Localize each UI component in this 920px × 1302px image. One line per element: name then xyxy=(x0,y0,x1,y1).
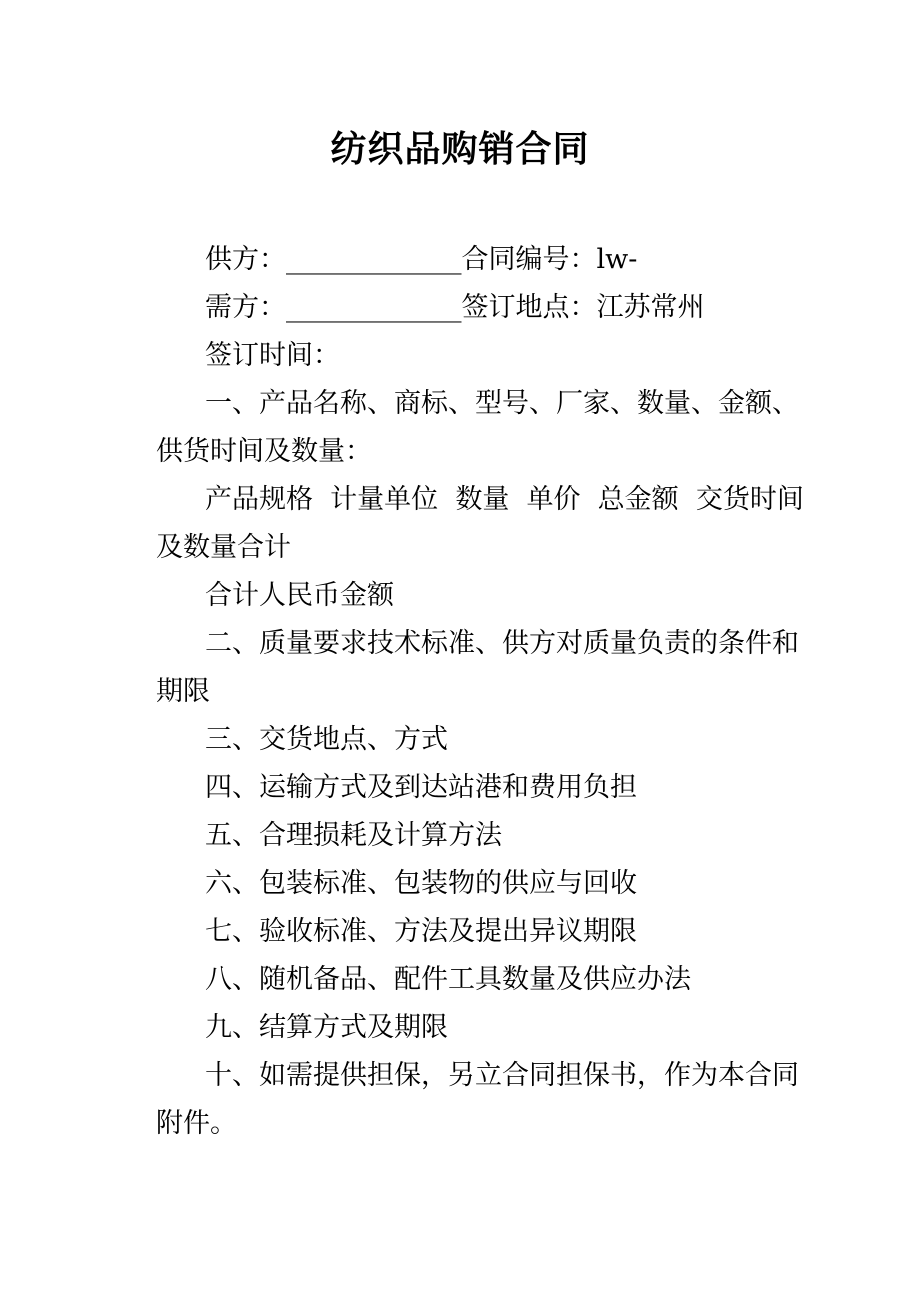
sign-time-label: 签订时间： xyxy=(205,340,340,371)
clause-6-line: 六、包装标准、包装物的供应与回收 xyxy=(205,868,637,899)
product-spec-wrap-line: 及数量合计 xyxy=(156,532,291,563)
document-title: 纺织品购销合同 xyxy=(330,128,590,170)
supplier-blank-underline: _____________ xyxy=(286,244,462,275)
supplier-and-contract-no-line xyxy=(156,236,820,284)
clause-9-line: 九、结算方式及期限 xyxy=(205,1012,448,1043)
total-amount-line: 合计人民币金额 xyxy=(205,580,394,611)
clause-10-line: 十、如需提供担保，另立合同担保书，作为本合同 xyxy=(205,1060,799,1091)
buyer-blank-underline: _____________ xyxy=(286,292,462,323)
buyer-and-sign-place-line xyxy=(156,284,820,332)
clause-3-line: 三、交货地点、方式 xyxy=(205,724,448,755)
contract-no-value: lw- xyxy=(596,244,638,275)
clause-2-line: 二、质量要求技术标准、供方对质量负责的条件和 xyxy=(205,628,799,659)
clause-4-line: 四、运输方式及到达站港和费用负担 xyxy=(205,772,637,803)
sign-place-value: 江苏常州 xyxy=(596,292,705,323)
clause-10-wrap-line: 附件。 xyxy=(156,1108,237,1139)
product-spec-header-line: 产品规格 计量单位 数量 单价 总金额 交货时间 xyxy=(205,484,804,515)
clause-8-line: 八、随机备品、配件工具数量及供应办法 xyxy=(205,964,691,995)
clause-1-wrap-line: 供货时间及数量： xyxy=(156,436,372,467)
contract-no-label: 合同编号： xyxy=(461,244,597,275)
supplier-label: 供方： xyxy=(205,244,286,275)
clause-1-line: 一、产品名称、商标、型号、厂家、数量、金额、 xyxy=(205,388,799,419)
document-body xyxy=(156,236,820,1148)
clause-7-line: 七、验收标准、方法及提出异议期限 xyxy=(205,916,637,947)
clause-2-wrap-line: 期限 xyxy=(156,676,210,707)
buyer-label: 需方： xyxy=(205,292,286,323)
sign-place-label: 签订地点： xyxy=(461,292,597,323)
clause-5-line: 五、合理损耗及计算方法 xyxy=(205,820,502,851)
sign-time-line xyxy=(156,332,820,380)
